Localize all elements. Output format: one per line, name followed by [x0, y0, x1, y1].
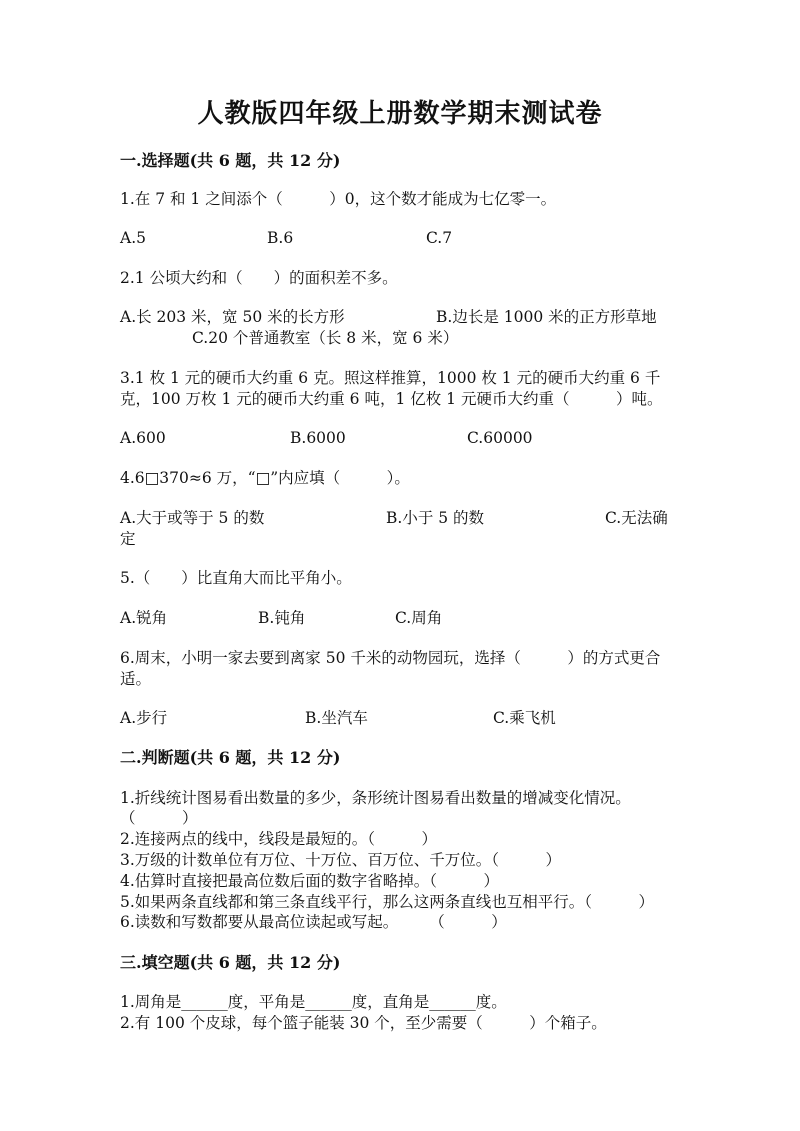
question-text: 3.1 枚 1 元的硬币大约重 6 克。照这样推算，1000 枚 1 元的硬币大约重 6 千 [120, 369, 661, 387]
option-a: A.600 [120, 429, 166, 447]
option-a: A.长 203 米，宽 50 米的长方形 [120, 308, 345, 326]
statement-text: 5.如果两条直线都和第三条直线平行，那么这两条直线也互相平行。（ ） [120, 893, 655, 911]
question-text: 5.（ ）比直角大而比平角小。 [120, 569, 352, 587]
question-text: 4.6□370≈6 万，“□”内应填（ ）。 [120, 469, 410, 487]
option-a: A.大于或等于 5 的数 [120, 509, 265, 527]
fill-blank-text: 1.周角是______度，平角是______度，直角是______度。 [120, 993, 507, 1011]
option-c: C.无法确 [605, 509, 668, 527]
option-c-continued: 定 [120, 530, 136, 548]
fill-blank-text: 2.有 100 个皮球，每个篮子能装 30 个，至少需要（ ）个箱子。 [120, 1014, 607, 1032]
section-heading: 三.填空题(共 6 题，共 12 分) [120, 953, 341, 972]
option-b: B.小于 5 的数 [386, 509, 485, 527]
option-a: A.锐角 [120, 609, 168, 627]
statement-text: 4.估算时直接把最高位数后面的数字省略掉。（ ） [120, 872, 500, 890]
question-text: 克，100 万枚 1 元的硬币大约重 6 吨，1 亿枚 1 元硬币大约重（ ）吨。 [120, 390, 663, 408]
option-b: B.钝角 [258, 609, 306, 627]
option-a: A.步行 [120, 709, 168, 727]
option-b: B.6 [267, 229, 294, 247]
option-c: C.乘飞机 [493, 709, 556, 727]
question-text: 2.1 公顷大约和（ ）的面积差不多。 [120, 269, 398, 287]
statement-text: 3.万级的计数单位有万位、十万位、百万位、千万位。（ ） [120, 851, 562, 869]
question-text: 6.周末，小明一家去要到离家 50 千米的动物园玩，选择（ ）的方式更合 [120, 649, 661, 667]
option-a: A.5 [120, 229, 146, 247]
statement-text: 6.读数和写数都要从最高位读起或写起。 （ ） [120, 913, 507, 931]
option-b: B.边长是 1000 米的正方形草地 [436, 308, 657, 326]
option-c: C.7 [426, 229, 453, 247]
statement-text: 1.折线统计图易看出数量的多少，条形统计图易看出数量的增减变化情况。 [120, 789, 631, 807]
section-heading: 二.判断题(共 6 题，共 12 分) [120, 748, 341, 767]
question-text: 适。 [120, 670, 152, 688]
option-c: C.60000 [467, 429, 533, 447]
section-heading: 一.选择题(共 6 题，共 12 分) [120, 151, 341, 170]
statement-text: 2.连接两点的线中，线段是最短的。（ ） [120, 830, 438, 848]
option-b: B.坐汽车 [305, 709, 368, 727]
statement-text: （ ） [120, 809, 198, 827]
question-text: 1.在 7 和 1 之间添个（ ）0，这个数才能成为七亿零一。 [120, 190, 557, 208]
option-c: C.周角 [395, 609, 443, 627]
option-c: C.20 个普通教室（长 8 米，宽 6 米） [192, 329, 459, 347]
page-title: 人教版四年级上册数学期末测试卷 [197, 99, 603, 129]
option-b: B.6000 [290, 429, 346, 447]
